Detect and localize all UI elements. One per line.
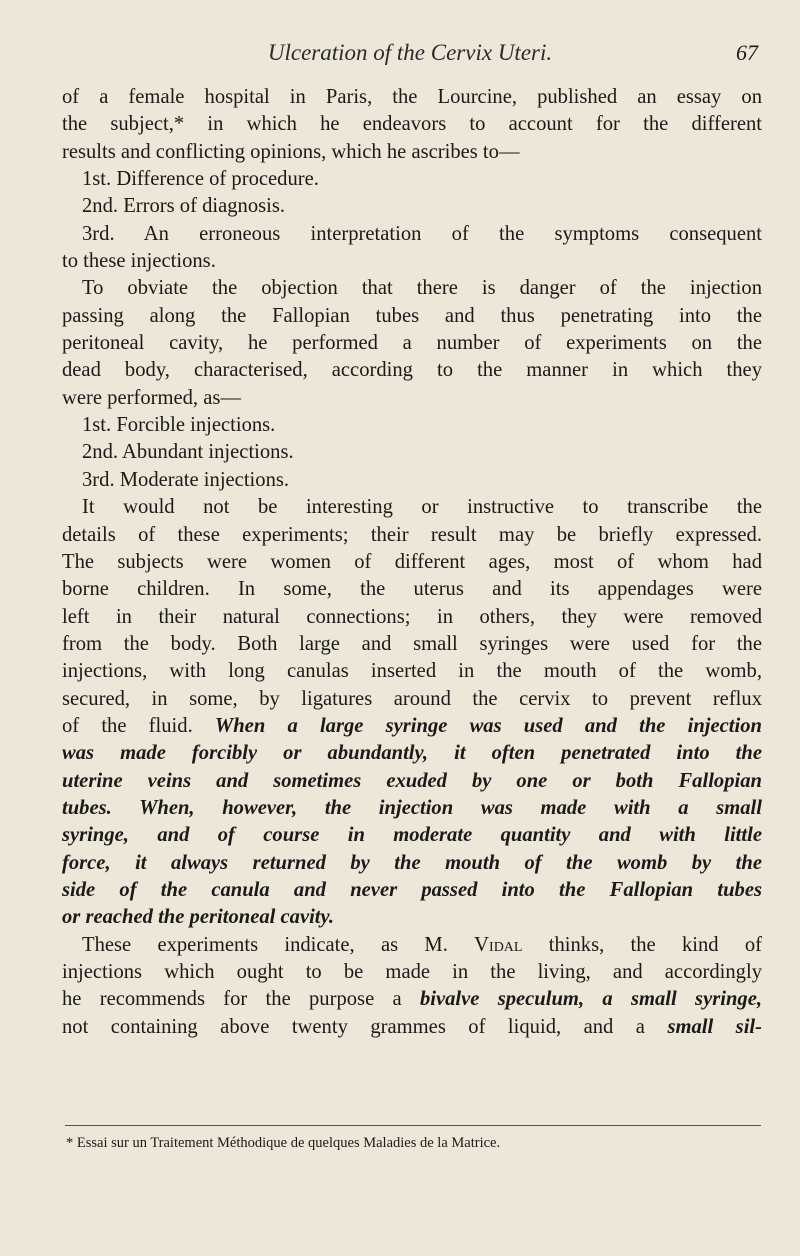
list-item: 2nd. Abundant injections. — [82, 441, 294, 464]
text-line-mixed — [62, 713, 762, 740]
text-line-mixed — [62, 932, 762, 959]
author-name: Vidal — [474, 933, 523, 956]
text-line: secured, in some, by ligatures around the cervix to prevent reflux — [62, 687, 762, 710]
list-item: 3rd. Moderate injections. — [82, 468, 290, 491]
text-line: the subject,* in which he endeavors to account for the different — [62, 113, 762, 136]
text-line: to these injections. — [62, 250, 216, 273]
text-line: injections which ought to be made in the living, and accordingly — [62, 961, 762, 983]
list-item: 3rd. An erroneous interpretation of the symptoms consequent — [82, 222, 762, 245]
italic-line: force, it always returned by the mouth of the womb by the — [62, 851, 762, 874]
italic-line: tubes. When, however, the injection was made with a small — [62, 796, 762, 819]
body-text — [62, 84, 762, 1041]
text-line: peritoneal cavity, he performed a number of experiments on the — [62, 332, 762, 355]
italic-segment: bivalve speculum, a small syringe, — [419, 988, 762, 1011]
text-line: of a female hospital in Paris, the Lourcine, published an essay on — [62, 86, 762, 108]
italic-line: uterine veins and sometimes exuded by one or both Fallopian — [62, 769, 762, 792]
running-title: Ulceration of the Cervix Uteri. — [267, 40, 553, 65]
text-line: It would not be interesting or instructive to transcribe the — [82, 496, 762, 519]
italic-line: syringe, and of course in moderate quantity and with little — [62, 824, 762, 847]
italic-line: was made forcibly or abundantly, it often penetrated into the — [62, 742, 762, 765]
text-line: details of these experiments; their result may be briefly expressed. — [62, 523, 762, 546]
text-segment: not containing above twenty grammes of liquid, and a — [62, 1015, 645, 1038]
text-line: from the body. Both large and small syringes were used for the — [62, 632, 762, 655]
text-line: passing along the Fallopian tubes and thus penetrating into the — [62, 304, 762, 327]
text-line-mixed — [62, 986, 762, 1013]
italic-line: side of the canula and never passed into the Fallopian tubes — [62, 878, 762, 901]
footnote: * Essai sur un Traitement Méthodique de quelques Maladies de la Matrice. — [66, 1135, 501, 1151]
text-segment: thinks, the kind of — [548, 933, 762, 956]
list-item: 1st. Difference of procedure. — [82, 168, 319, 191]
list-item: 1st. Forcible injections. — [82, 414, 276, 437]
list-item: 2nd. Errors of diagnosis. — [82, 195, 286, 218]
text-segment: These experiments indicate, as M. — [82, 933, 448, 956]
italic-segment: small sil- — [667, 1015, 762, 1038]
text-segment: of the fluid. — [62, 714, 193, 737]
text-segment: he recommends for the purpose a — [62, 988, 402, 1011]
italic-segment: When a large syringe was used and the injection — [214, 714, 762, 737]
text-line: injections, with long canulas inserted in the mouth of the womb, — [62, 660, 762, 683]
text-line: left in their natural connections; in others, they were removed — [62, 605, 762, 628]
page-number: 67 — [736, 40, 758, 65]
running-head — [60, 40, 760, 70]
text-line: The subjects were women of different ages, most of whom had — [62, 550, 762, 573]
italic-line: or reached the peritoneal cavity. — [62, 906, 335, 929]
text-line: were performed, as— — [62, 386, 241, 409]
text-line: results and conflicting opinions, which he ascribes to— — [62, 140, 520, 163]
text-line-mixed — [62, 1014, 762, 1041]
footnote-divider — [65, 1125, 761, 1126]
text-line: dead body, characterised, according to the manner in which they — [62, 359, 762, 382]
text-line: To obviate the objection that there is danger of the injection — [82, 277, 762, 300]
text-line: borne children. In some, the uterus and its appendages were — [62, 578, 762, 601]
